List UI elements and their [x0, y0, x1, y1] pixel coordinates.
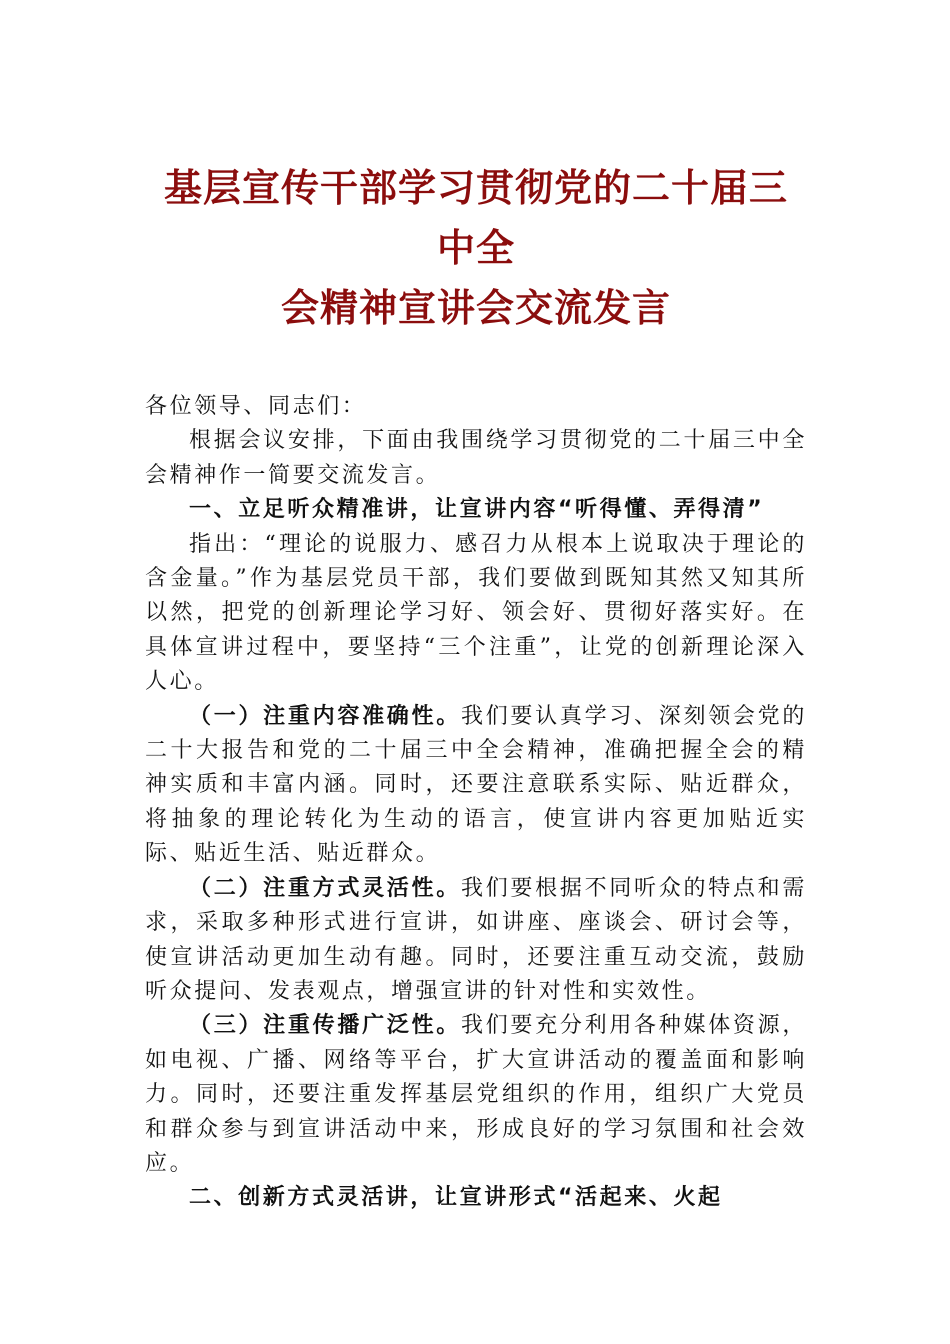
- section-1-heading: 一、立足听众精准讲，让宣讲内容“听得懂、弄得清”: [189, 497, 765, 523]
- salutation: 各位领导、同志们：: [145, 394, 367, 419]
- intro-paragraph: 根据会议安排，下面由我围绕学习贯彻党的二十届三中全会精神作一简要交流发言。: [145, 428, 807, 488]
- point-1-paragraph: [145, 700, 807, 872]
- title-line-1: 基层宣传干部学习贯彻党的二十届三中全: [163, 165, 788, 270]
- section-2-heading: 二、创新方式灵活讲，让宣讲形式“活起来、火起: [189, 1185, 723, 1211]
- document-page: [145, 158, 807, 1216]
- document-title: [145, 158, 807, 338]
- point-2-heading: （二）注重方式灵活性。: [189, 875, 461, 901]
- point-2-paragraph: [145, 872, 807, 1010]
- point-1-heading: （一）注重内容准确性。: [189, 703, 461, 729]
- point-2-body: 我们要根据不同听众的特点和需求，采取多种形式进行宣讲，如讲座、座谈会、研讨会等，使宣讲活动更加生动有趣。同时，还要注重互动交流，鼓励听众提问、发表观点，增强宣讲的针对性和实效性。: [145, 875, 807, 1004]
- point-1-body: 我们要认真学习、深刻领会党的二十大报告和党的二十届三中全会精神，准确把握全会的精神实质和丰富内涵。同时，还要注意联系实际、贴近群众，将抽象的理论转化为生动的语言，使宣讲内容更加贴近实际、贴近生活、贴近群众。: [145, 703, 807, 867]
- document-body: [145, 390, 807, 1216]
- point-3-body: 我们要充分利用各种媒体资源，如电视、广播、网络等平台，扩大宣讲活动的覆盖面和影响力。同时，还要注重发挥基层党组织的作用，组织广大党员和群众参与到宣讲活动中来，形成良好的学习氛围和社会效应。: [145, 1013, 807, 1176]
- section-1-paragraph: 指出：“理论的说服力、感召力从根本上说取决于理论的含金量。”作为基层党员干部，我们要做到既知其然又知其所以然，把党的创新理论学习好、领会好、贯彻好落实好。在具体宣讲过程中，要坚持“三个注重”，让党的创新理论深入人心。: [145, 531, 807, 695]
- point-3-heading: （三）注重传播广泛性。: [189, 1013, 461, 1039]
- point-3-paragraph: [145, 1009, 807, 1181]
- title-line-2: 会精神宣讲会交流发言: [280, 285, 671, 330]
